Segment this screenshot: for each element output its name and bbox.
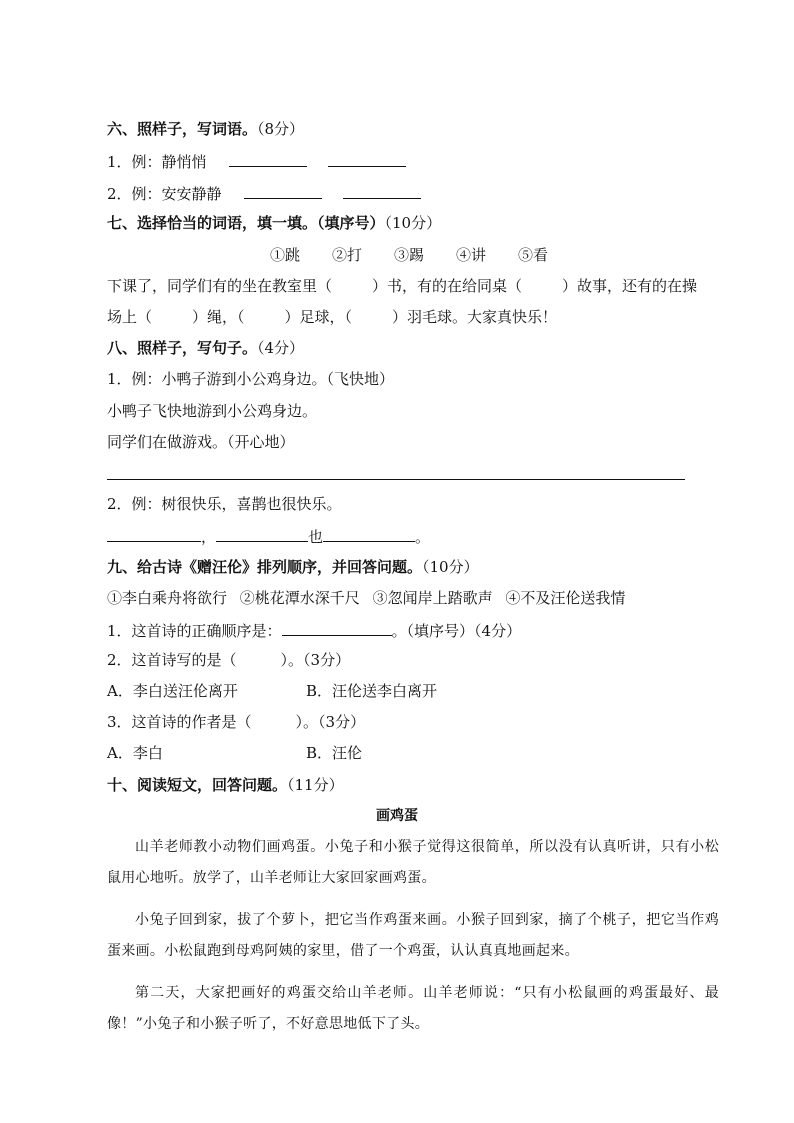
fill-text-1b: ）书，有的在给同桌（ [372,277,523,295]
option-4: ④讲 [456,246,487,264]
section-10-title: 十、阅读短文，回答问题。 [107,776,288,794]
poem-q2-option-a[interactable]: A．李白送汪伦离开 [107,682,238,700]
fill-paragraph-line-2 [107,307,557,327]
section-7-score: （10分） [384,214,442,232]
poem-q3-score: ）。（3分） [295,713,366,731]
section-6-score: （8分） [257,120,305,138]
q2-example-label: 2．例：安安静静 [107,185,222,203]
section-7-heading [107,213,441,233]
section-10-heading [107,775,344,795]
story-paragraph-2: 小兔子回到家，拔了个萝卜，把它当作鸡蛋来画。小猴子回到家，摘了个桃子，把它当作鸡蛋来画。小松鼠跑到母鸡阿姨的家里，借了一个鸡蛋，认认真真地画起来。 [107,912,719,959]
poem-q2-score: ）。（3分） [280,651,351,669]
poem-line-3: ③忽闻岸上踏歌声 [372,589,493,607]
sentence-blank-2[interactable] [216,525,308,542]
fill-text-1a: 下课了，同学们有的坐在教室里（ [107,277,333,295]
section-7-title: 七、选择恰当的词语，填一填。（填序号） [107,214,385,232]
section-9-title: 九、给古诗《赠汪伦》排列顺序，并回答问题。 [107,558,423,576]
section-6-heading [107,119,304,139]
q1-blank-2[interactable] [328,150,406,167]
poem-q2-text: 2．这首诗写的是（ [107,651,237,669]
story-paragraph-3: 第二天，大家把画好的鸡蛋交给山羊老师。山羊老师说：“只有小松鼠画的鸡蛋最好、最像！”小兔子和小猴子听了，不好意思地低下了头。 [107,985,719,1032]
fill-text-2b: ）绳，（ [192,308,245,326]
story-text [107,832,719,1051]
poem-lines [107,588,625,608]
period-text: 。 [415,528,431,546]
poem-q3-option-a[interactable]: A．李白 [107,744,163,762]
sentence-example-1-answer: 小鸭子飞快地游到小公鸡身边。 [107,402,318,420]
sentence-task-2 [107,525,430,547]
answer-line-1[interactable] [107,479,685,480]
q1-example-label: 1．例：静悄悄 [107,153,207,171]
q1-blank-1[interactable] [229,150,307,167]
fill-text-2a: 场上（ [107,308,153,326]
sentence-blank-1[interactable] [107,525,201,542]
option-5: ⑤看 [518,246,549,264]
q2-blank-1[interactable] [244,182,322,199]
poem-q3-options [107,743,362,763]
section-6-q2 [107,182,421,204]
section-8-heading [107,338,304,358]
poem-q3 [107,712,365,732]
section-10-score: （11分） [287,776,344,794]
poem-q3-option-b[interactable]: B．汪伦 [306,744,363,762]
ye-text: 也 [308,528,324,546]
sentence-blank-3[interactable] [323,525,415,542]
story-title: 画鸡蛋 [376,808,418,824]
word-options [270,245,580,265]
poem-q1-score: 。（填序号）（4分） [391,622,522,640]
poem-line-4: ④不及汪伦送我情 [505,589,626,607]
section-8-score: （4分） [257,339,305,357]
poem-q3-text: 3．这首诗的作者是（ [107,713,252,731]
sentence-example-2: 2．例：树很快乐，喜鹊也很快乐。 [107,495,342,513]
section-9-score: （10分） [422,558,479,576]
fill-text-1c: ）故事，还有的在操 [562,277,698,295]
poem-q2-option-b[interactable]: B．汪伦送李白离开 [306,682,438,700]
fill-paragraph-line-1 [107,276,697,296]
q2-blank-2[interactable] [343,182,421,199]
section-9-heading [107,557,479,577]
poem-q2-options [107,681,437,701]
poem-line-2: ②桃花潭水深千尺 [239,589,360,607]
comma-text: ， [201,528,217,546]
fill-text-2d: ）羽毛球。大家真快乐！ [392,308,558,326]
poem-q1 [107,619,521,641]
option-3: ③踢 [394,246,425,264]
poem-line-1: ①李白乘舟将欲行 [107,589,228,607]
sentence-task-1: 同学们在做游戏。（开心地） [107,433,295,451]
option-2: ②打 [332,246,363,264]
poem-order-blank[interactable] [282,619,392,636]
fill-text-2c: ）足球，（ [284,308,353,326]
story-paragraph-1: 山羊老师教小动物们画鸡蛋。小兔子和小猴子觉得这很简单，所以没有认真听讲，只有小松鼠用心地听。放学了，山羊老师让大家回家画鸡蛋。 [107,839,719,886]
poem-q2 [107,650,350,670]
section-6-q1 [107,150,406,172]
section-6-title: 六、照样子，写词语。 [107,120,258,138]
sentence-example-1: 1．例：小鸭子游到小公鸡身边。（飞快地） [107,370,395,388]
section-8-title: 八、照样子，写句子。 [107,339,258,357]
poem-q1-text: 1．这首诗的正确顺序是： [107,622,282,640]
option-1: ①跳 [270,246,301,264]
